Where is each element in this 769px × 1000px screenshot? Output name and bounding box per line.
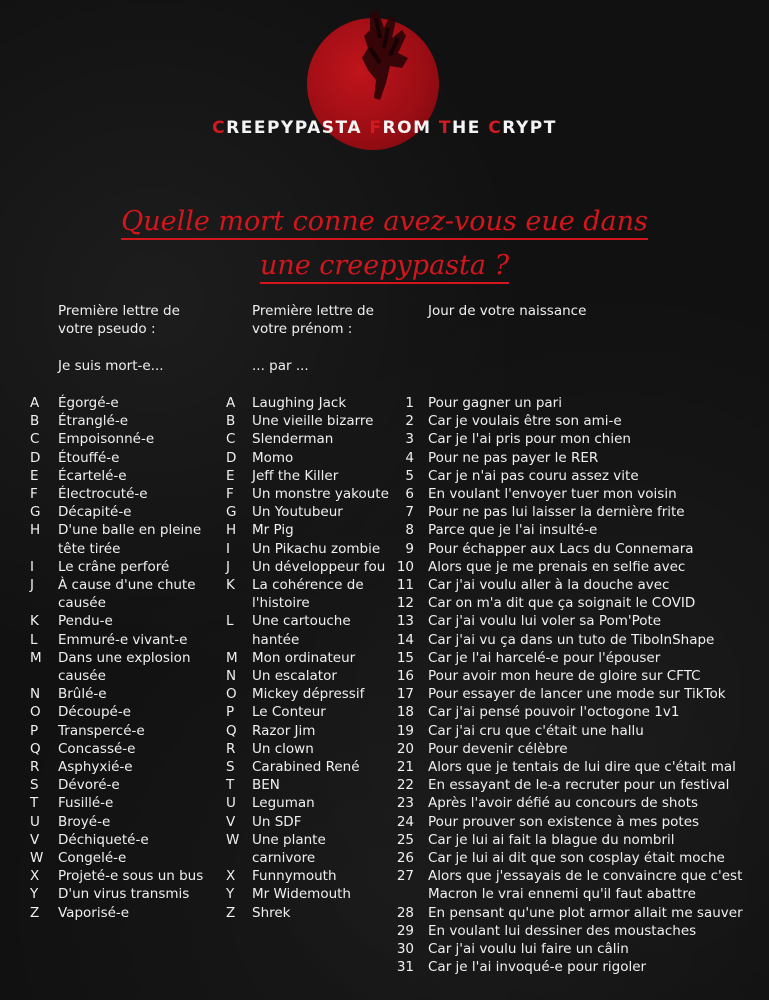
col2-header-line: votre prénom :	[252, 321, 353, 337]
col2-entry-key: G	[226, 504, 237, 521]
col3-entry-text: Car je l'ai invoqué-e pour rigoler	[428, 959, 647, 976]
col2-entry-key: R	[226, 740, 236, 757]
col3-entry-text: Car j'ai cru que c'était une hallu	[428, 722, 644, 739]
col2-entry-key: P	[226, 704, 235, 721]
col1-entry-text: Projeté-e sous un bus	[58, 868, 204, 885]
col2-entry-text: Le Conteur	[252, 704, 326, 721]
col1-entry-key: Q	[30, 740, 41, 757]
col2-entry-key: A	[226, 395, 236, 411]
col1-entry-text: Étouffé-e	[58, 449, 120, 466]
col2-entry-key: V	[226, 813, 236, 830]
col2-entry-text: Un Pikachu zombie	[252, 540, 381, 557]
col1-entry-key: X	[30, 868, 40, 885]
col1-entry-text: Concassé-e	[58, 740, 136, 757]
col1-entry-text: causée	[58, 667, 106, 684]
col1-entry-text: Étranglé-e	[58, 413, 129, 430]
col3-entry-text: Pour ne pas payer le RER	[428, 449, 599, 466]
col3-entry-text: En pensant qu'une plot armor allait me sauver	[428, 904, 743, 921]
col3-entry-key: 4	[405, 449, 414, 466]
col3-entry-text: Car j'ai voulu aller à la douche avec	[428, 577, 670, 593]
col2-entry-key: D	[226, 449, 237, 466]
col3-entry-key: 19	[396, 722, 414, 739]
col2-entry-key: H	[226, 522, 237, 539]
col2-entry-key: X	[226, 868, 236, 885]
col2-entry-text: Une plante	[252, 831, 326, 848]
col3-entry-key: 5	[405, 467, 414, 484]
col3-entry-text: En essayant de le-a recruter pour un festival	[428, 777, 730, 794]
col1-entry-key: J	[30, 577, 34, 593]
col2-entry-text: Momo	[252, 449, 294, 466]
col3-entry-text: Macron le vrai ennemi qu'il faut abattre	[428, 886, 696, 903]
col1-entry-key: R	[30, 759, 40, 775]
col3-entry-text: Car j'ai vu ça dans un tuto de TiboInShape	[428, 631, 715, 648]
col3-entry-text: Car j'ai voulu lui faire un câlin	[428, 941, 629, 957]
col1-entry-key: W	[30, 850, 44, 866]
col1-entry-text: À cause d'une chute	[58, 577, 196, 593]
col2-entry-text: Razor Jim	[252, 722, 316, 739]
col1-entry-text: Déchiqueté-e	[58, 831, 149, 848]
col1-entry-key: U	[30, 813, 40, 830]
col1-entry-text: Pendu-e	[58, 613, 113, 630]
brand-word-1: REEPYPASTA	[226, 118, 362, 138]
col3-entry-key: 24	[396, 813, 414, 830]
col1-entry-key: O	[30, 704, 41, 721]
col2-entry-key: F	[226, 486, 234, 502]
col2-entry-text: Un SDF	[252, 813, 302, 830]
col3-entry-text: Car je lui ai dit que son cosplay était moche	[428, 850, 725, 866]
brand-word-4: RYPT	[502, 118, 557, 138]
col3-entry-key: 22	[396, 777, 414, 794]
col3-entry-key: 3	[405, 431, 414, 448]
col3-entry-text: Car je l'ai harcelé-e pour l'épouser	[428, 649, 661, 666]
col3-entry-text: Pour échapper aux Lacs du Connemara	[428, 540, 694, 557]
brand-word-3: HE	[452, 118, 481, 138]
col2-entry-text: Mr Pig	[252, 522, 294, 539]
col3-entry-text: Car je l'ai pris pour mon chien	[428, 431, 631, 448]
col3-header-line: Jour de votre naissance	[428, 303, 587, 319]
brand-name	[0, 118, 769, 138]
col1-entry-text: Le crâne perforé	[58, 558, 170, 575]
col1-entry-key: S	[30, 777, 39, 794]
col1-entry-text: Écartelé-e	[58, 467, 127, 484]
page-title	[0, 200, 769, 288]
col2-entry-key: E	[226, 467, 235, 484]
col1-entry-text: Transpercé-e	[58, 722, 145, 739]
col3-entry-text: Pour prouver son existence à mes potes	[428, 813, 700, 830]
col2-entry-key: O	[226, 686, 237, 703]
col1-entry-text: tête tirée	[58, 540, 121, 557]
col1-entry-text: Découpé-e	[58, 704, 131, 721]
col2-entry-text: Mr Widemouth	[252, 886, 351, 903]
col1-entry-text: Congelé-e	[58, 850, 127, 866]
col3-entry-key: 20	[396, 740, 414, 757]
col1-entry-text: Asphyxié-e	[58, 759, 133, 775]
col2-entry-key: K	[226, 577, 235, 593]
logo	[0, 0, 769, 150]
col1-entry-text: Égorgé-e	[58, 395, 119, 411]
col3-entry-key: 10	[396, 558, 414, 575]
col2-entry-text: hantée	[252, 631, 300, 648]
col1-entry-text: Brûlé-e	[58, 686, 107, 703]
col1-entry-text: Dévoré-e	[58, 777, 120, 794]
col1-header	[58, 302, 180, 338]
col3-entry-key: 7	[405, 504, 414, 521]
col1-entry-key: I	[30, 558, 34, 575]
brand-initial-4: C	[488, 118, 503, 138]
col1-entry-key: E	[30, 467, 39, 484]
col3-entry-key: 18	[396, 704, 414, 721]
col3-entry-key: 16	[396, 668, 414, 684]
col2-entry-key: I	[226, 540, 230, 557]
col3-entry-key: 14	[396, 631, 414, 648]
col1-entry-key: L	[30, 631, 38, 648]
col3-entry-text: Pour ne pas lui laisser la dernière frite	[428, 504, 685, 521]
col3-entry-key: 6	[405, 486, 414, 502]
col3-entry-text: Car je lui ai fait la blague du nombril	[428, 831, 675, 848]
col2-entry-text: Une vieille bizarre	[252, 413, 374, 430]
col3-entry-text: Car j'ai voulu lui voler sa Pom'Pote	[428, 613, 662, 630]
col2-entry-key: U	[226, 795, 236, 812]
col1-entry-key: B	[30, 413, 40, 430]
col2-entry-text: Mon ordinateur	[252, 649, 356, 666]
col2-entry-text: Mickey dépressif	[252, 686, 365, 703]
bloody-hand-icon	[340, 8, 430, 108]
col1-subheader: Je suis mort-e...	[58, 358, 164, 374]
col1-entry-text: Empoisonné-e	[58, 431, 155, 448]
col2-entry-text: Une cartouche	[252, 613, 351, 630]
col2-entry-key: Q	[226, 722, 237, 739]
brand-initial-3: T	[438, 118, 453, 138]
col3-entry-text: En voulant l'envoyer tuer mon voisin	[428, 486, 677, 502]
col1-entry-key: C	[30, 431, 40, 448]
col2-entry-text: Un escalator	[252, 668, 337, 684]
col2-entry-key: M	[226, 649, 238, 666]
col2-entry-text: Un développeur fou	[252, 558, 386, 575]
col2-entry-key: B	[226, 413, 236, 430]
col1-entry-key: V	[30, 831, 40, 848]
col1-entry-key: P	[30, 722, 39, 739]
col2-header-line: Première lettre de	[252, 303, 374, 319]
col3-entry-key: 15	[396, 649, 414, 666]
col1-entry-key: N	[30, 686, 41, 703]
col2-entry-text: Un clown	[252, 740, 314, 757]
col2-entry-key: W	[226, 831, 240, 848]
col2-entry-text: Un Youtubeur	[252, 504, 343, 521]
col2-entry-key: L	[226, 613, 234, 630]
col3-entry-key: 2	[405, 413, 414, 430]
col1-entry-key: F	[30, 486, 38, 502]
col3-entry-text: Parce que je l'ai insulté-e	[428, 522, 598, 539]
col3-entry-key: 17	[396, 686, 414, 703]
col3-entry-text: Pour essayer de lancer une mode sur TikTok	[428, 686, 726, 703]
col2-entry-text: carnivore	[252, 849, 316, 866]
col2-header	[252, 302, 374, 338]
col3-entry-text: Alors que j'essayais de le convaincre que c'est	[428, 868, 743, 885]
col1-entry-key: H	[30, 522, 41, 539]
col3-entry-key: 29	[396, 922, 414, 939]
col1-entry-key: K	[30, 613, 39, 630]
col2-entry-text: Carabined René	[252, 759, 360, 775]
col3-entry-key: 28	[396, 904, 414, 921]
col1-entry-key: Z	[30, 904, 40, 921]
brand-initial-1: C	[212, 118, 227, 138]
col1-header-line: votre pseudo :	[58, 321, 156, 337]
col3-entry-key: 30	[396, 941, 414, 957]
col3-entry-key: 11	[396, 577, 414, 593]
col3-entry-text: Car on m'a dit que ça soignait le COVID	[428, 595, 696, 612]
col3-entry-key: 13	[396, 613, 414, 630]
col1-entry-key: D	[30, 449, 41, 466]
col2-entry-text: l'histoire	[252, 595, 310, 612]
col1-entry-key: G	[30, 504, 41, 521]
col2-entry-text: Laughing Jack	[252, 395, 347, 411]
col1-entry-text: Électrocuté-e	[58, 486, 148, 502]
title-line-1: Quelle mort conne avez-vous eue dans	[121, 206, 648, 240]
col3-entry-text: Pour gagner un pari	[428, 395, 562, 411]
col1-entry-key: Y	[30, 886, 39, 903]
col3-entry-text: Car j'ai pensé pouvoir l'octogone 1v1	[428, 704, 680, 721]
col3-entry-text: Alors que je me prenais en selfie avec	[428, 558, 686, 575]
col3-entry-key: 31	[396, 959, 414, 976]
col2-entry-text: Un monstre yakoute	[252, 486, 389, 502]
col1-entry-key: M	[30, 649, 42, 666]
col2-entry-text: BEN	[252, 777, 280, 794]
col3-entry-key: 1	[405, 395, 414, 411]
col2-entry-text: Slenderman	[252, 431, 334, 448]
col2-entry-key: S	[226, 759, 235, 775]
col1-entry-text: D'un virus transmis	[58, 886, 190, 903]
title-line-2: une creepypasta ?	[260, 250, 509, 284]
col3-entry-key: 9	[405, 540, 414, 557]
col3-entry-key: 25	[396, 831, 414, 848]
col3-entry-key: 27	[396, 868, 414, 885]
col3-entry-key: 26	[396, 850, 414, 866]
col2-entry-key: J	[226, 558, 230, 575]
col3-entry-key: 23	[396, 795, 414, 812]
col3-entry-key: 8	[405, 522, 414, 539]
col1-entry-text: causée	[58, 595, 106, 612]
col1-entry-text: Vaporisé-e	[58, 904, 130, 921]
col3-entry-key: 21	[396, 759, 414, 775]
col1-entry-text: Fusillé-e	[58, 795, 114, 812]
col3-entry-text: Après l'avoir défié au concours de shots	[428, 795, 699, 812]
col2-entry-text: Shrek	[252, 904, 291, 921]
brand-initial-2: F	[369, 118, 383, 138]
col2-entry-text: Leguman	[252, 795, 315, 812]
col1-header-line: Première lettre de	[58, 303, 180, 319]
col1-entry-text: Décapité-e	[58, 504, 132, 521]
col1-entry-text: Emmuré-e vivant-e	[58, 631, 188, 648]
col3-entry-text: Pour devenir célèbre	[428, 740, 568, 757]
col3-entry-key: 12	[396, 595, 414, 612]
col3-entry-text: Pour avoir mon heure de gloire sur CFTC	[428, 668, 701, 684]
col2-entry-key: C	[226, 431, 236, 448]
col1-entry-key: A	[30, 395, 40, 411]
col3-header	[428, 302, 586, 320]
col2-subheader: ... par ...	[252, 358, 309, 374]
col2-entry-text: Jeff the Killer	[252, 467, 339, 484]
col2-entry-key: T	[226, 777, 235, 794]
col2-entry-text: Funnymouth	[252, 868, 337, 885]
col1-entry-key: T	[30, 795, 39, 812]
col1-entry-text: D'une balle en pleine	[58, 522, 202, 539]
brand-word-2: ROM	[382, 118, 432, 138]
col2-entry-text: La cohérence de	[252, 577, 364, 593]
col3-entry-text: En voulant lui dessiner des moustaches	[428, 922, 697, 939]
col3-entry-text: Alors que je tentais de lui dire que c'était mal	[428, 759, 736, 775]
col2-entry-key: Z	[226, 904, 236, 921]
col1-entry-text: Broyé-e	[58, 813, 111, 830]
col3-entry-text: Car je voulais être son ami-e	[428, 413, 622, 430]
col2-entry-key: Y	[226, 886, 235, 903]
col1-entry-text: Dans une explosion	[58, 649, 191, 666]
col3-entry-text: Car je n'ai pas couru assez vite	[428, 467, 639, 484]
col2-entry-key: N	[226, 668, 237, 684]
